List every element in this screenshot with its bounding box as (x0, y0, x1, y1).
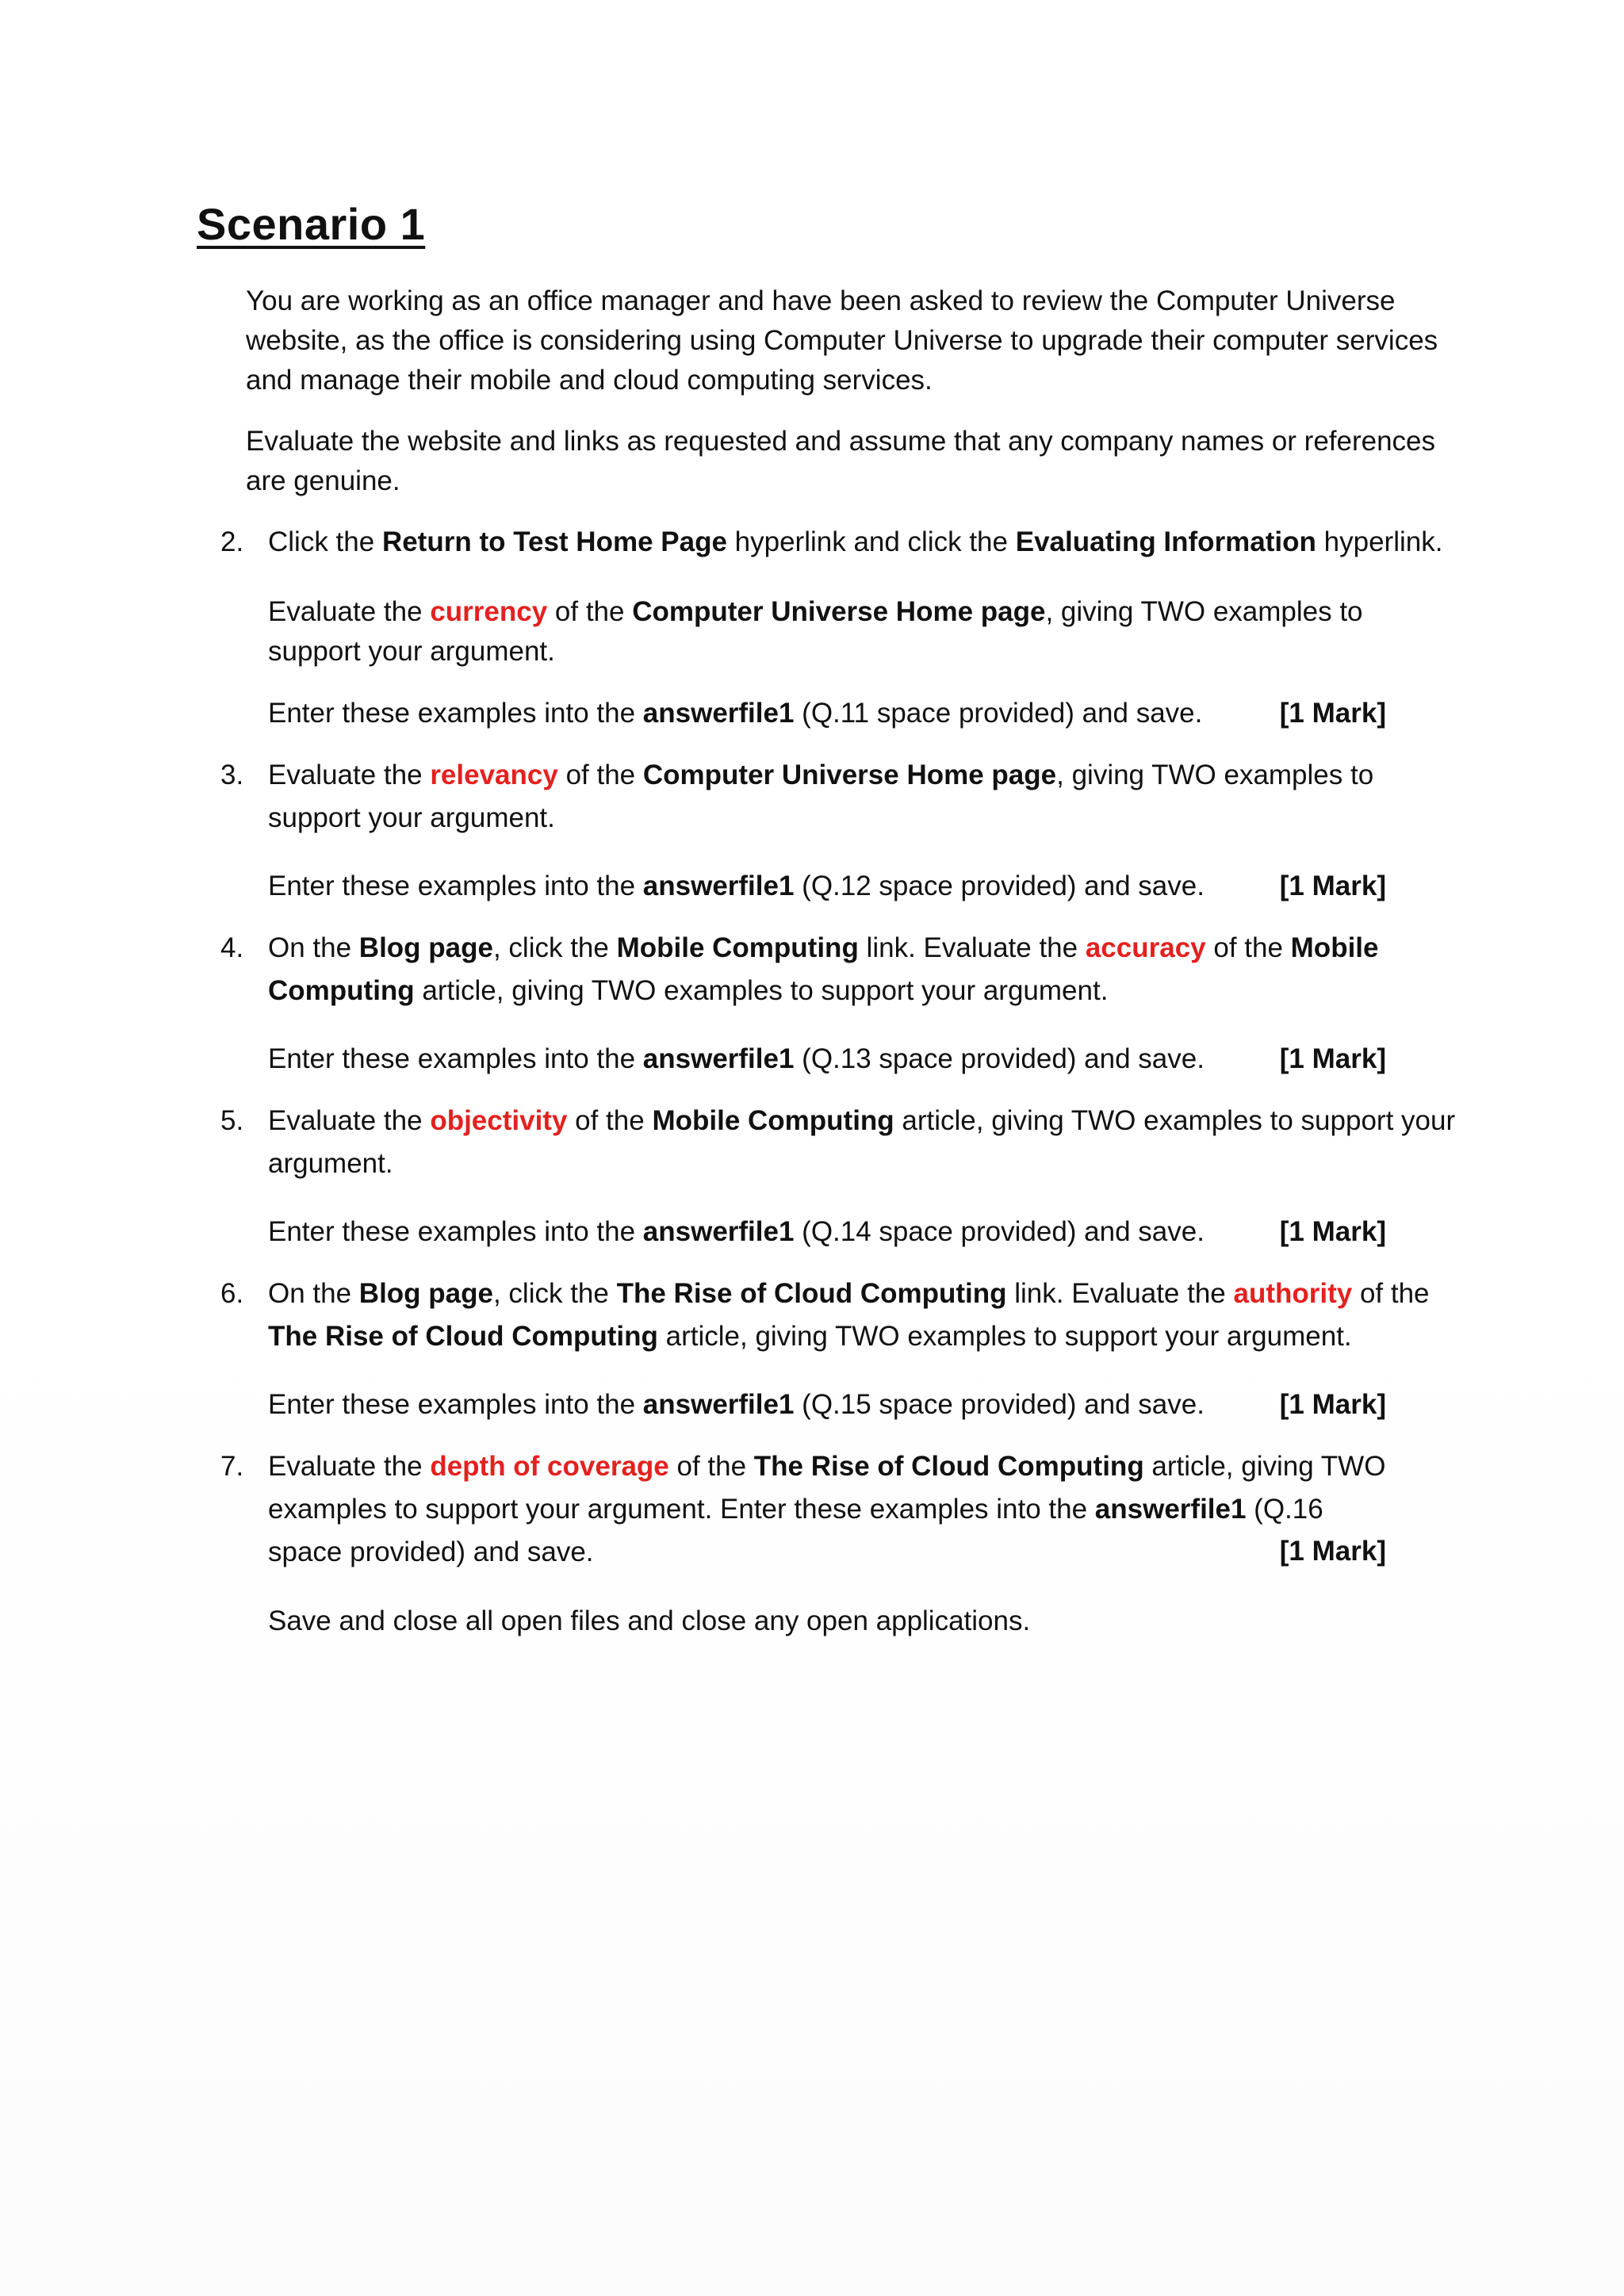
criterion-highlight: relevancy (430, 760, 558, 790)
scenario-heading: Scenario 1 (197, 199, 426, 249)
text-run: article, giving TWO examples to support your argument. Enter these examples into the (268, 1451, 1386, 1525)
text-run: (Q.12 space provided) and save. (794, 871, 1205, 901)
text-run: article, giving TWO examples to support your argument. (414, 975, 1109, 1006)
item-6-enter-line (268, 1385, 1386, 1425)
bold-run: Evaluating Information (1015, 526, 1316, 557)
text-run: link. Evaluate the (858, 932, 1086, 963)
bold-run: answerfile1 (642, 1389, 795, 1420)
item-number: 2. (220, 526, 244, 557)
text-run: link. Evaluate the (1006, 1278, 1234, 1309)
text-run: hyperlink and click the (726, 526, 1016, 557)
item-number: 5. (220, 1105, 244, 1136)
bold-run: Mobile Computing (652, 1105, 894, 1136)
mark-label: [1 Mark] (1279, 1043, 1386, 1074)
bold-run: The Rise of Cloud Computing (268, 1321, 658, 1352)
intro-paragraph-1: You are working as an office manager and have been asked to review the Computer Universe website, as the office is considering using Computer Universe to upgrade their computer services and manage their mobile and cloud computing services. (246, 285, 1438, 396)
text-run: article, giving TWO examples to support your argument. (657, 1321, 1352, 1352)
text-run: , click the (492, 932, 617, 963)
bold-run: Computer Universe Home page (642, 760, 1057, 790)
item-2-enter-line (268, 694, 1386, 733)
text-run: (Q.15 space provided) and save. (794, 1389, 1205, 1420)
text-run: (Q.13 space provided) and save. (794, 1043, 1205, 1074)
item-text (268, 1272, 1457, 1358)
text-run: , giving TWO examples to support your argument. (268, 760, 1374, 833)
bold-run: answerfile1 (642, 1043, 795, 1074)
text-run: , click the (492, 1278, 617, 1309)
item-text (268, 927, 1457, 1012)
text-run: article, giving TWO examples to support your argument. (268, 1105, 1456, 1179)
text-run: of the (547, 596, 633, 627)
text-run: (Q.11 space provided) and save. (794, 698, 1203, 729)
bold-run: Blog page (358, 932, 493, 963)
mark-label: [1 Mark] (1279, 1389, 1386, 1420)
text-run: Evaluate the (268, 1105, 431, 1136)
text-run: of the (1352, 1278, 1430, 1309)
text-run: Enter these examples into the (268, 1043, 643, 1074)
mark-label: [1 Mark] (1279, 1536, 1386, 1567)
question-item-3 (220, 754, 1473, 841)
bold-run: Mobile Computing (616, 932, 859, 963)
text-run: (Q.16 space provided) and save. (268, 1494, 1323, 1567)
criterion-highlight: authority (1233, 1278, 1353, 1309)
text-run: of the (1205, 932, 1291, 963)
closing-instruction: Save and close all open files and close any open applications. (268, 1605, 1031, 1636)
item-text (268, 521, 1457, 564)
bold-run: answerfile1 (642, 1216, 795, 1247)
bold-run: answerfile1 (642, 698, 795, 729)
criterion-highlight: objectivity (430, 1105, 568, 1136)
criterion-highlight: currency (430, 596, 548, 627)
item-7-mark-line (268, 1532, 1386, 1575)
bold-run: The Rise of Cloud Computing (616, 1278, 1007, 1309)
text-run: (Q.14 space provided) and save. (794, 1216, 1205, 1247)
question-item-4 (220, 927, 1473, 1014)
text-run: , giving TWO examples to support your argument. (268, 596, 1363, 667)
item-2-evaluate-text (268, 592, 1394, 672)
text-run: Evaluate the (268, 760, 431, 790)
criterion-highlight: depth of coverage (430, 1451, 669, 1482)
item-number: 6. (220, 1278, 244, 1309)
text-run: of the (557, 760, 643, 790)
item-4-enter-line (268, 1039, 1386, 1079)
bold-run: Return to Test Home Page (381, 526, 727, 557)
text-run: Click the (268, 526, 382, 557)
text-run: On the (268, 1278, 359, 1309)
item-text (268, 1100, 1457, 1185)
text-run: Enter these examples into the (268, 1216, 643, 1247)
text-run: Enter these examples into the (268, 871, 643, 901)
item-number: 3. (220, 760, 244, 790)
text-run: Enter these examples into the (268, 698, 643, 729)
bold-run: Mobile Computing (268, 932, 1379, 1006)
item-number: 7. (220, 1451, 244, 1482)
question-item-6 (220, 1272, 1473, 1360)
question-item-5 (220, 1100, 1473, 1187)
item-5-enter-line (268, 1212, 1386, 1252)
text-run: of the (668, 1451, 754, 1482)
text-run: hyperlink. (1316, 526, 1443, 557)
text-run: Enter these examples into the (268, 1389, 643, 1420)
item-3-enter-line (268, 867, 1386, 906)
bold-run: The Rise of Cloud Computing (753, 1451, 1144, 1482)
mark-label: [1 Mark] (1279, 698, 1386, 729)
item-number: 4. (220, 932, 244, 963)
text-run: Evaluate the (268, 596, 431, 627)
text-run: On the (268, 932, 359, 963)
mark-label: [1 Mark] (1279, 1216, 1386, 1247)
bold-run: Computer Universe Home page (632, 596, 1046, 627)
intro-paragraph-2: Evaluate the website and links as requested and assume that any company names or references are genuine. (246, 426, 1436, 496)
criterion-highlight: accuracy (1085, 932, 1206, 963)
item-text (268, 754, 1457, 840)
question-item-2 (220, 521, 1473, 565)
text-run: of the (567, 1105, 653, 1136)
text-run: Evaluate the (268, 1451, 431, 1482)
bold-run: Blog page (358, 1278, 493, 1309)
bold-run: answerfile1 (1094, 1494, 1247, 1525)
mark-label: [1 Mark] (1279, 871, 1386, 901)
bold-run: answerfile1 (642, 871, 795, 901)
